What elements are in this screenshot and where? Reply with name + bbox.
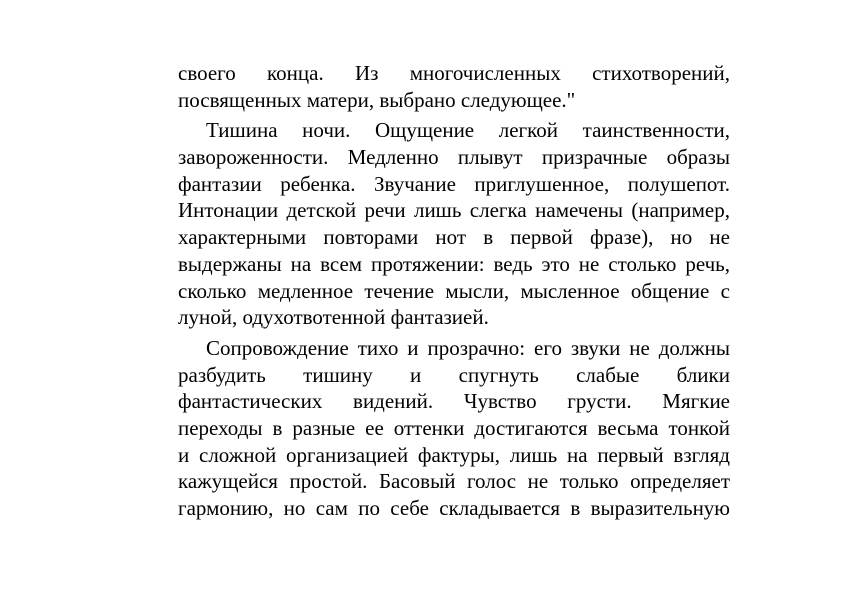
- text-line: посвященных матери, выбрано следующее.": [178, 87, 576, 112]
- paragraph-1: [178, 60, 730, 113]
- text-line: гармонию, но сам по себе складывается в выразительную: [178, 496, 730, 520]
- text-line: кажущейся простой. Басовый голос не только определяет: [178, 469, 730, 494]
- text-line: Сопровождение тихо и прозрачно: его звуки не должны: [206, 335, 730, 360]
- text-line: Тишина ночи. Ощущение легкой таинственности,: [206, 118, 730, 143]
- text-line: фантазии ребенка. Звучание приглушенное, полушепот.: [178, 171, 730, 196]
- text-line: Интонации детской речи лишь слегка намечены (например,: [178, 198, 730, 223]
- document-text: [178, 60, 730, 522]
- text-line: переходы в разные ее оттенки достигаются весьма тонкой: [178, 415, 730, 440]
- text-line: луной, одухотвотенной фантазией.: [178, 305, 489, 330]
- text-line: фантастических видений. Чувство грусти. Мягкие: [178, 389, 730, 414]
- text-line: разбудить тишину и спугнуть слабые блики: [178, 362, 730, 387]
- paragraph-2: [178, 117, 730, 331]
- text-line: своего конца. Из многочисленных стихотворений,: [178, 61, 730, 85]
- text-line: выдержаны на всем протяжении: ведь это не столько речь,: [178, 251, 730, 276]
- paragraph-3: [178, 335, 730, 522]
- text-line: и сложной организацией фактуры, лишь на первый взгляд: [178, 442, 730, 467]
- text-line: сколько медленное течение мысли, мысленное общение с: [178, 278, 730, 303]
- text-line: характерными повторами нот в первой фразе), но не: [178, 225, 730, 250]
- text-line: завороженности. Медленно плывут призрачные образы: [178, 145, 730, 170]
